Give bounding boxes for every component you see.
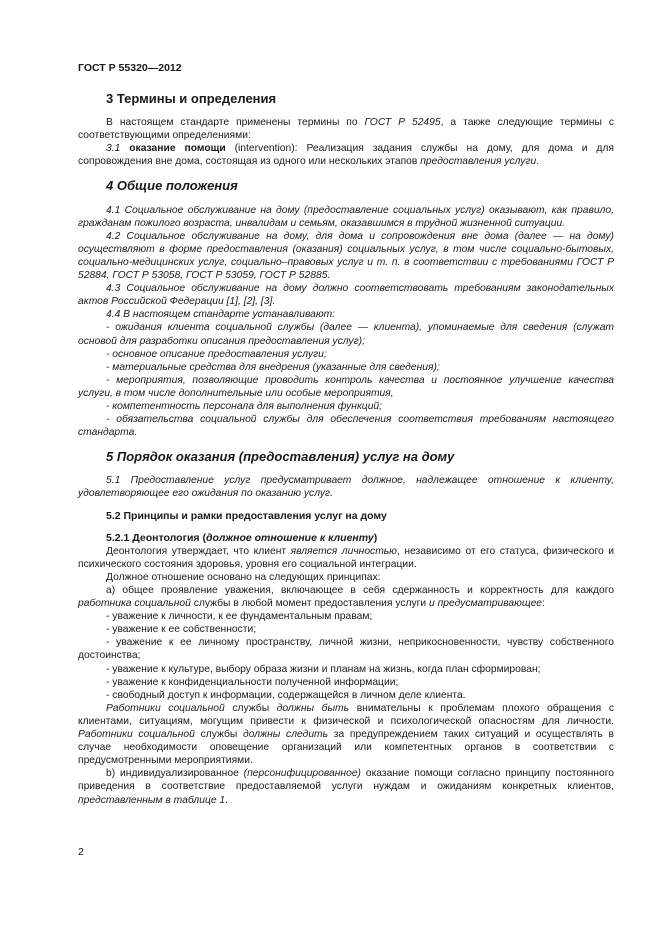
list-item: - мероприятия, позволяющие проводить контроль качества и постоянное улучшение качества услуги, в том числе дополнительные или особые мероприятия, xyxy=(78,374,614,399)
list-item: - уважение к культуре, выбору образа жизни и планам на жизнь, когда план сформирован; xyxy=(106,663,541,675)
section-5-heading: 5 Порядок оказания (предоставления) услуг на дому xyxy=(106,449,455,465)
principle-b: b) индивидуализированное (персонифицированное) оказание помощи согласно принципу постоянного приведения в соответствие предоставляемой услуги нуждам и ожиданиям конкретных клиентов, представленным в таблице 1. xyxy=(78,768,614,806)
principles-intro: Должное отношение основано на следующих принципах: xyxy=(106,571,381,583)
list-item: - уважение к ее собственности; xyxy=(106,624,257,636)
document-header: ГОСТ Р 55320—2012 xyxy=(78,62,182,74)
term-3-1: 3.1 оказание помощи (intervention): Реализация задания службы на дому, для дома и для сопровождения вне дома, состоящая из одного или нескольких этапов предоставления услуги. xyxy=(78,143,614,168)
deontology-para: Деонтология утверждает, что клиент является личностью, независимо от его статуса, физического и психического состояния здоровья, уровня его социальной интеграции. xyxy=(78,545,614,570)
list-item: - обязательства социальной службы для обеспечения соответствия требованиям настоящего стандарта. xyxy=(78,414,614,439)
section-3-intro: В настоящем стандарте применены термины по ГОСТ Р 52495, а также следующие термины с соответствующими определениями: xyxy=(78,117,614,142)
page-number: 2 xyxy=(78,846,84,858)
para-4-3: 4.3 Социальное обслуживание на дому должно соответствовать требованиям законодательных актов Российской Федерации [1], [2], [3]. xyxy=(78,283,614,308)
subsection-5-2-heading: 5.2 Принципы и рамки предоставления услуг на дому xyxy=(106,509,387,522)
workers-para: Работники социальной службы должны быть внимательны к проблемам плохого обращения с клиентами, ситуациям, могущим привести к физической и психологической опасностям для личности. Работники социальной службы должны следить за предупреждением таких ситуаций и осуществлять в случае необходимости оповещение организаций или компетентных органов в соответствии с предусмотренными мероприятиями. xyxy=(78,702,614,767)
list-item: - свободный доступ к информации, содержащейся в личном деле клиента. xyxy=(106,689,466,701)
principle-a: а) общее проявление уважения, включающее в себя сдержанность и корректность для каждого работника социальной службы в любой момент предоставления услуги и предусматривающее: xyxy=(78,585,614,610)
subsection-5-2-1-heading: 5.2.1 Деонтология (должное отношение к клиенту) xyxy=(106,531,378,544)
para-5-1: 5.1 Предоставление услуг предусматривает должное, надлежащее отношение к клиенту, удовлетворяющее его ожидания по оказанию услуг. xyxy=(78,475,614,500)
list-item: - материальные средства для внедрения (указанные для сведения); xyxy=(106,361,440,373)
list-item: - ожидания клиента социальной службы (далее — клиента), упоминаемые для сведения (служат основой для разработки описания предоставления услуг); xyxy=(78,322,614,347)
para-4-2: 4.2 Социальное обслуживание на дому, для дома и сопровождения вне дома (далее — на дому) осуществляют в форме предоставления (оказания) социальных услуг, в том числе социально-бытовых, социально-медицинских услуг, социально–правовых услуг и т. п. в соответствии с требованиями ГОСТ Р 52884, ГОСТ Р 53058, ГОСТ Р 53059, ГОСТ Р 52885. xyxy=(78,230,614,282)
para-4-1: 4.1 Социальное обслуживание на дому (предоставление социальных услуг) оказывают, как правило, гражданам пожилого возраста, инвалидам и семьям, оказавшимся в трудной жизненной ситуации. xyxy=(78,204,614,229)
list-item: - компетентность персонала для выполнения функций; xyxy=(106,400,383,412)
list-item: - уважение к ее личному пространству, личной жизни, неприкосновенности, чувству собственного достоинства; xyxy=(78,637,614,662)
list-item: - основное описание предоставления услуги; xyxy=(106,348,327,360)
document-body xyxy=(78,92,614,807)
section-3-heading: 3 Термины и определения xyxy=(106,91,277,106)
section-4-heading: 4 Общие положения xyxy=(106,178,238,194)
list-item: - уважение к личности, к ее фундаментальным правам; xyxy=(106,611,373,623)
list-item: - уважение к конфиденциальности полученной информации; xyxy=(106,676,399,688)
para-4-4: 4.4 В настоящем стандарте устанавливают: xyxy=(106,309,336,321)
